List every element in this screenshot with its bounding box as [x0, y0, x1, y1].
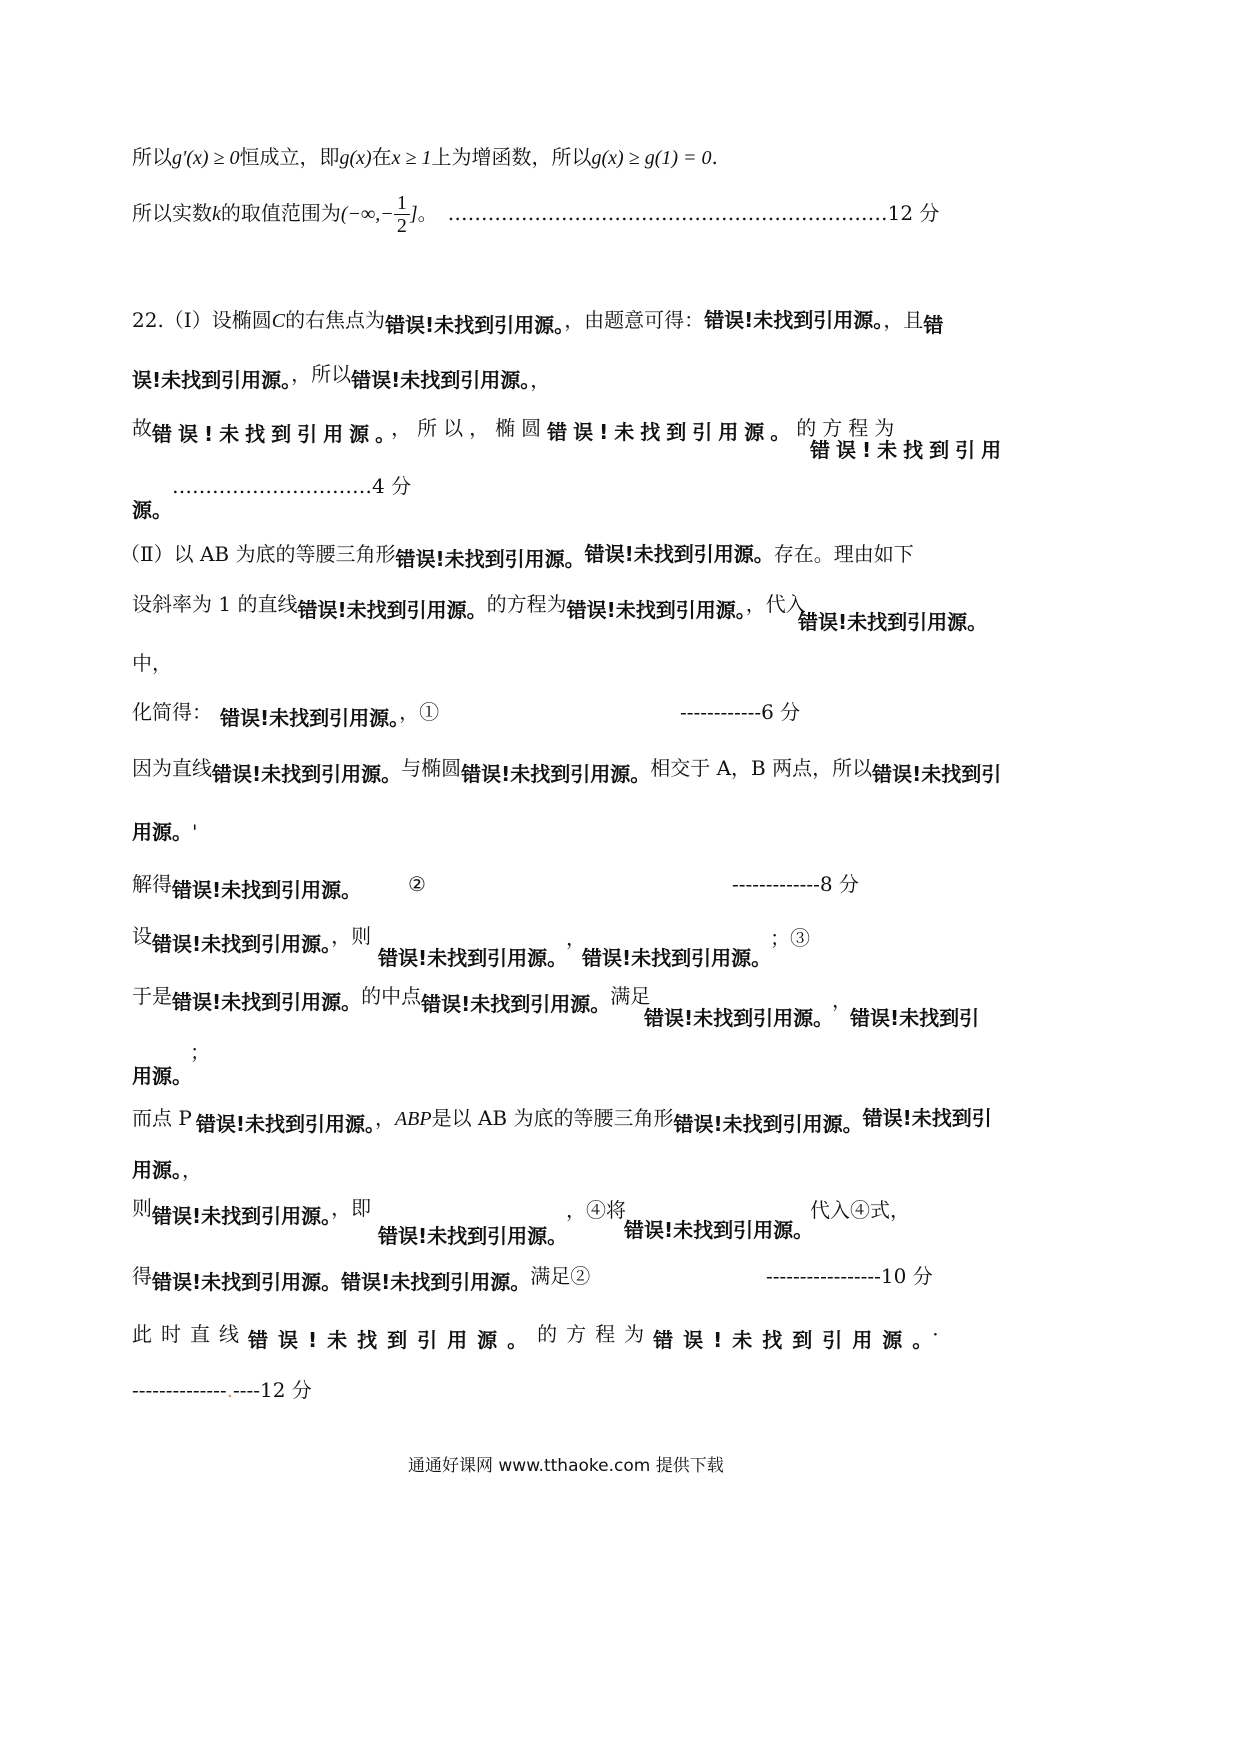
ref-error: 误!未找到引用源。: [132, 368, 292, 392]
ref-error: 错误!未找到引用源。: [341, 1270, 531, 1294]
ref-error: 错误!未找到引用源。: [220, 706, 400, 730]
ref-error: 错误!未找到引用源。: [461, 762, 651, 786]
score-10: -----------------10 分: [766, 1264, 933, 1288]
q22-then: 则错误!未找到引用源。，即: [132, 1196, 372, 1228]
ref-error: 错误!未找到引用: [810, 438, 1008, 462]
mark-4: ，④将: [566, 1198, 626, 1222]
score-12: --------------.----12 分: [132, 1378, 312, 1402]
semicolon: ；: [190, 1040, 210, 1064]
stray-dot: .: [226, 1378, 233, 1402]
ref-error: 错误!未找到引用源。: [653, 1328, 933, 1352]
line-g-increasing: 所以g'(x) ≥ 0恒成立，即g(x)在x ≥ 1上为增函数，所以g(x) ≥ g(1) = 0.: [132, 145, 718, 169]
comma: ，: [832, 988, 852, 1012]
ref-error: 错误!未找到引用源。: [378, 946, 568, 970]
q22-part1-line2: 误!未找到引用源。，所以错误!未找到引用源。，: [132, 362, 551, 392]
ref-error: 错误!未找到引用源。: [378, 1224, 568, 1248]
ref-error: 错误!未找到引用源。: [172, 990, 362, 1014]
ref-error: 错误!未找到引用源。: [152, 932, 332, 956]
score-8: -------------8 分: [732, 872, 859, 896]
score-6: ------------6 分: [680, 700, 801, 724]
ref-error: 错误!未找到引用源。: [421, 992, 611, 1016]
ref-error: 用源。: [132, 820, 192, 844]
q22-get: 得错误!未找到引用源。错误!未找到引用源。满足②: [132, 1264, 591, 1294]
ref-error: 错误!未找到引用源。: [152, 1270, 342, 1294]
q22-simplify: 化简得： 错误!未找到引用源。，①: [132, 700, 440, 730]
comma: ，: [566, 926, 586, 950]
q22-part2-intro: （Ⅱ）以 AB 为底的等腰三角形错误!未找到引用源。错误!未找到引用源。存在。理由如下: [120, 542, 914, 571]
ref-error: 错误!未找到引用源。: [297, 598, 487, 622]
ref-error: 错误!未找到引用源。: [704, 308, 884, 332]
q22-part1-line1: 22.（Ⅰ）设椭圆C的右焦点为错误!未找到引用源。，由题意可得：错误!未找到引用源。，且错: [132, 308, 944, 337]
ref-error: 错误!未找到引用源。: [385, 313, 565, 337]
mark-2: ②: [408, 872, 426, 896]
q22-final-line: 此时直线错误!未找到引用源。的方程为错误!未找到引用源。·: [132, 1322, 948, 1352]
ref-error: 错误!未找到引用源。: [644, 1006, 834, 1030]
q22-intersect: 因为直线错误!未找到引用源。与椭圆错误!未找到引用源。相交于 A，B 两点，所以错误!未找到引: [132, 756, 1002, 786]
ref-error: 错误!未找到引: [850, 1006, 980, 1030]
ref-error: 错误!未找到引用源。: [624, 1218, 814, 1242]
ref-error: 错误!未找到引用源。: [584, 542, 774, 566]
ref-error: 错误!未找到引用源。: [152, 422, 392, 446]
substitute-text: 代入④式，: [810, 1198, 910, 1222]
ref-error: 错误!未找到引用源。: [798, 610, 988, 634]
ref-error: 错误!未找到引: [862, 1106, 992, 1130]
ref-error: 错误!未找到引用源。: [673, 1112, 863, 1136]
ref-error: 错误!未找到引用源。: [351, 368, 531, 392]
ref-error: 错误!未找到引用源。: [172, 878, 362, 902]
ref-error: 错误!未找到引用源。: [547, 420, 797, 444]
ref-error: 错: [923, 313, 944, 337]
ref-error: 错误!未找到引: [872, 762, 1002, 786]
mark-3: ；③: [770, 926, 810, 950]
ref-error: 用源。: [132, 1158, 182, 1182]
footer: 通通好课网 www.tthaoke.com 提供下载: [408, 1456, 724, 1476]
q22-part1-line3: 故错误!未找到引用源。，所以，椭圆错误!未找到引用源。的方程为: [132, 416, 901, 446]
ref-error: 错误!未找到引用源。: [566, 598, 746, 622]
q22-point-p: 而点 P 错误!未找到引用源。，ABP是以 AB 为底的等腰三角形错误!未找到引用源。错误!未找到引: [132, 1106, 992, 1136]
q22-set: 设错误!未找到引用源。，则: [132, 924, 372, 956]
ref-error: 用源。: [132, 1064, 192, 1088]
q22-part2-line: 设斜率为 1 的直线错误!未找到引用源。的方程为错误!未找到引用源。，代入: [132, 592, 806, 622]
q22-part2-in: 中，: [132, 651, 172, 675]
ref-error: 错误!未找到引用源。: [152, 1204, 332, 1228]
score-4: …………………………4 分: [172, 474, 412, 498]
q22-midpoint: 于是错误!未找到引用源。的中点错误!未找到引用源。满足: [132, 984, 651, 1016]
ref-error: 错误!未找到引用源。: [395, 547, 585, 571]
q22-solve: 解得错误!未找到引用源。: [132, 872, 362, 902]
fraction-one-half: $\frac{1}{2}$: [394, 192, 410, 237]
ref-error: 错误!未找到引用源。: [195, 1112, 375, 1136]
line-k-range: 所以实数k的取值范围为(−∞,− $\frac{1}{2}$ ]。 …………………………………………………………12 分: [132, 192, 940, 237]
ref-error: 错误!未找到引用源。: [582, 946, 772, 970]
q22-intersect-cont: 用源。': [132, 820, 198, 844]
ref-error: 源。: [132, 498, 172, 522]
ref-error: 错误!未找到引用源。: [248, 1328, 538, 1352]
ref-error: 错误!未找到引用源。: [212, 762, 402, 786]
q22-point-p-cont: 用源。，: [132, 1158, 202, 1182]
